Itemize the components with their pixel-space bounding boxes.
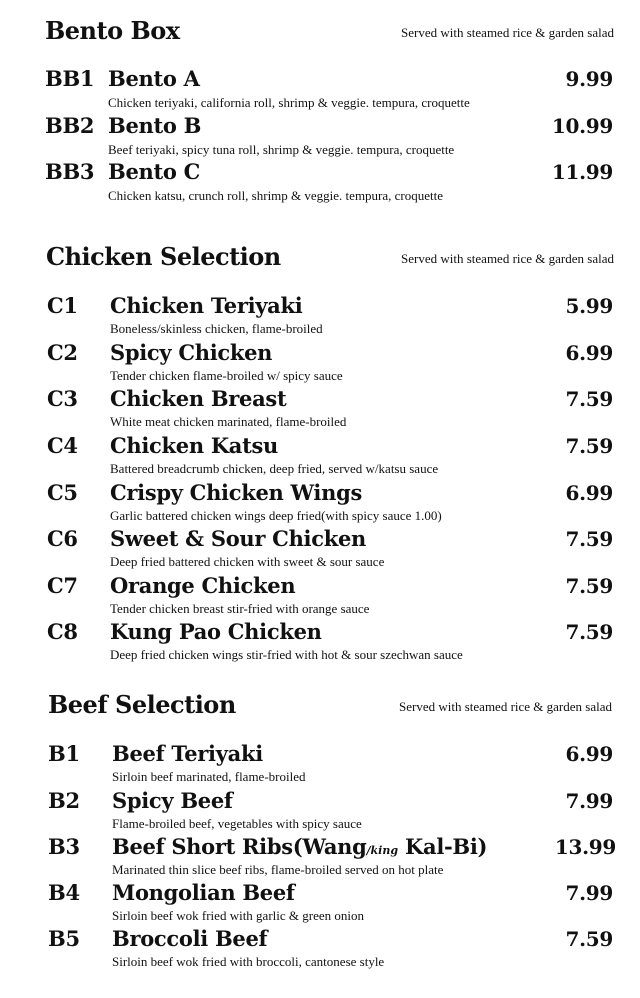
item-price: 7.59 xyxy=(565,387,613,411)
item-price: 7.99 xyxy=(565,789,613,813)
menu-item-c6 xyxy=(0,526,640,572)
item-code: BB3 xyxy=(45,159,95,184)
item-name: Chicken Katsu xyxy=(110,433,278,458)
menu-item-b5 xyxy=(0,926,640,972)
item-description: White meat chicken marinated, flame-broiled xyxy=(110,414,347,429)
item-price: 7.59 xyxy=(565,927,613,951)
item-name: Kung Pao Chicken xyxy=(110,619,322,644)
section-title: Beef Selection xyxy=(48,690,236,719)
item-price: 7.59 xyxy=(565,527,613,551)
item-name: Spicy Chicken xyxy=(110,340,273,365)
item-price: 6.99 xyxy=(565,742,613,766)
bento-box-section xyxy=(0,16,640,56)
chicken-selection-section xyxy=(0,242,640,282)
menu-item-b4 xyxy=(0,880,640,926)
item-name: Chicken Breast xyxy=(110,386,287,411)
item-code: C4 xyxy=(47,433,78,458)
section-note: Served with steamed rice & garden salad xyxy=(399,699,612,714)
item-code: C5 xyxy=(47,480,78,505)
item-name: Spicy Beef xyxy=(112,788,233,813)
item-name: Mongolian Beef xyxy=(112,880,295,905)
menu-item-c1 xyxy=(0,293,640,339)
item-price: 6.99 xyxy=(565,481,613,505)
item-price: 7.59 xyxy=(565,434,613,458)
menu-item-c7 xyxy=(0,573,640,619)
item-description: Chicken teriyaki, california roll, shrimp & veggie. tempura, croquette xyxy=(108,95,470,110)
item-code: B3 xyxy=(48,834,80,859)
menu-item-b2 xyxy=(0,788,640,834)
section-note: Served with steamed rice & garden salad xyxy=(401,251,614,266)
menu-item-bb2 xyxy=(0,113,640,159)
item-price: 7.59 xyxy=(565,574,613,598)
item-price: 7.99 xyxy=(565,881,613,905)
menu-item-b3 xyxy=(0,834,640,880)
item-name: Bento A xyxy=(108,66,200,91)
beef-selection-section xyxy=(0,690,640,730)
menu-item-bb3 xyxy=(0,159,640,205)
item-description: Beef teriyaki, spicy tuna roll, shrimp & veggie. tempura, croquette xyxy=(108,142,455,157)
item-price: 10.99 xyxy=(551,114,613,138)
item-description: Marinated thin slice beef ribs, flame-broiled served on hot plate xyxy=(112,862,444,877)
item-price: 9.99 xyxy=(565,67,613,91)
item-price: 6.99 xyxy=(565,341,613,365)
item-code: BB1 xyxy=(45,66,95,91)
item-name: Orange Chicken xyxy=(110,573,296,598)
item-description: Chicken katsu, crunch roll, shrimp & veggie. tempura, croquette xyxy=(108,188,444,203)
item-description: Tender chicken flame-broiled w/ spicy sauce xyxy=(110,368,343,383)
menu-item-c3 xyxy=(0,386,640,432)
item-description: Deep fried battered chicken with sweet & sour sauce xyxy=(110,554,385,569)
item-name: Crispy Chicken Wings xyxy=(110,480,362,505)
item-code: C3 xyxy=(47,386,78,411)
item-name: Sweet & Sour Chicken xyxy=(110,526,366,551)
item-description: Boneless/skinless chicken, flame-broiled xyxy=(110,321,323,336)
item-description: Garlic battered chicken wings deep fried(with spicy sauce 1.00) xyxy=(110,508,442,523)
menu-item-c8 xyxy=(0,619,640,665)
item-code: BB2 xyxy=(45,113,95,138)
item-code: B1 xyxy=(48,741,80,766)
item-name: Bento C xyxy=(108,159,201,184)
section-title: Chicken Selection xyxy=(46,242,281,271)
item-description: Deep fried chicken wings stir-fried with hot & sour szechwan sauce xyxy=(110,647,463,662)
item-code: C6 xyxy=(47,526,78,551)
item-code: B2 xyxy=(48,788,80,813)
item-price: 11.99 xyxy=(551,160,613,184)
item-name-subscript: /king xyxy=(366,844,399,857)
item-price: 7.59 xyxy=(565,620,613,644)
item-description: Battered breadcrumb chicken, deep fried, served w/katsu sauce xyxy=(110,461,439,476)
item-code: B5 xyxy=(48,926,80,951)
item-name: Bento B xyxy=(108,113,202,138)
menu-item-b1 xyxy=(0,741,640,787)
item-name: Beef Teriyaki xyxy=(112,741,263,766)
item-description: Sirloin beef wok fried with broccoli, cantonese style xyxy=(112,954,385,969)
item-description: Tender chicken breast stir-fried with orange sauce xyxy=(110,601,370,616)
section-title: Bento Box xyxy=(45,16,180,45)
item-code: C1 xyxy=(47,293,78,318)
item-description: Flame-broiled beef, vegetables with spicy sauce xyxy=(112,816,362,831)
item-name xyxy=(112,834,487,859)
section-note: Served with steamed rice & garden salad xyxy=(401,25,614,40)
menu-item-c2 xyxy=(0,340,640,386)
item-name: Chicken Teriyaki xyxy=(110,293,303,318)
item-name-part: Beef Short Ribs(Wang xyxy=(112,834,367,859)
item-description: Sirloin beef marinated, flame-broiled xyxy=(112,769,306,784)
menu-item-c5 xyxy=(0,480,640,526)
item-name: Broccoli Beef xyxy=(112,926,268,951)
menu-item-c4 xyxy=(0,433,640,479)
item-name-part: Kal-Bi) xyxy=(398,834,488,859)
item-description: Sirloin beef wok fried with garlic & green onion xyxy=(112,908,364,923)
menu-item-bb1 xyxy=(0,66,640,112)
item-code: C7 xyxy=(47,573,78,598)
item-price: 5.99 xyxy=(565,294,613,318)
item-code: B4 xyxy=(48,880,80,905)
item-code: C8 xyxy=(47,619,78,644)
item-price: 13.99 xyxy=(554,835,616,859)
item-code: C2 xyxy=(47,340,78,365)
